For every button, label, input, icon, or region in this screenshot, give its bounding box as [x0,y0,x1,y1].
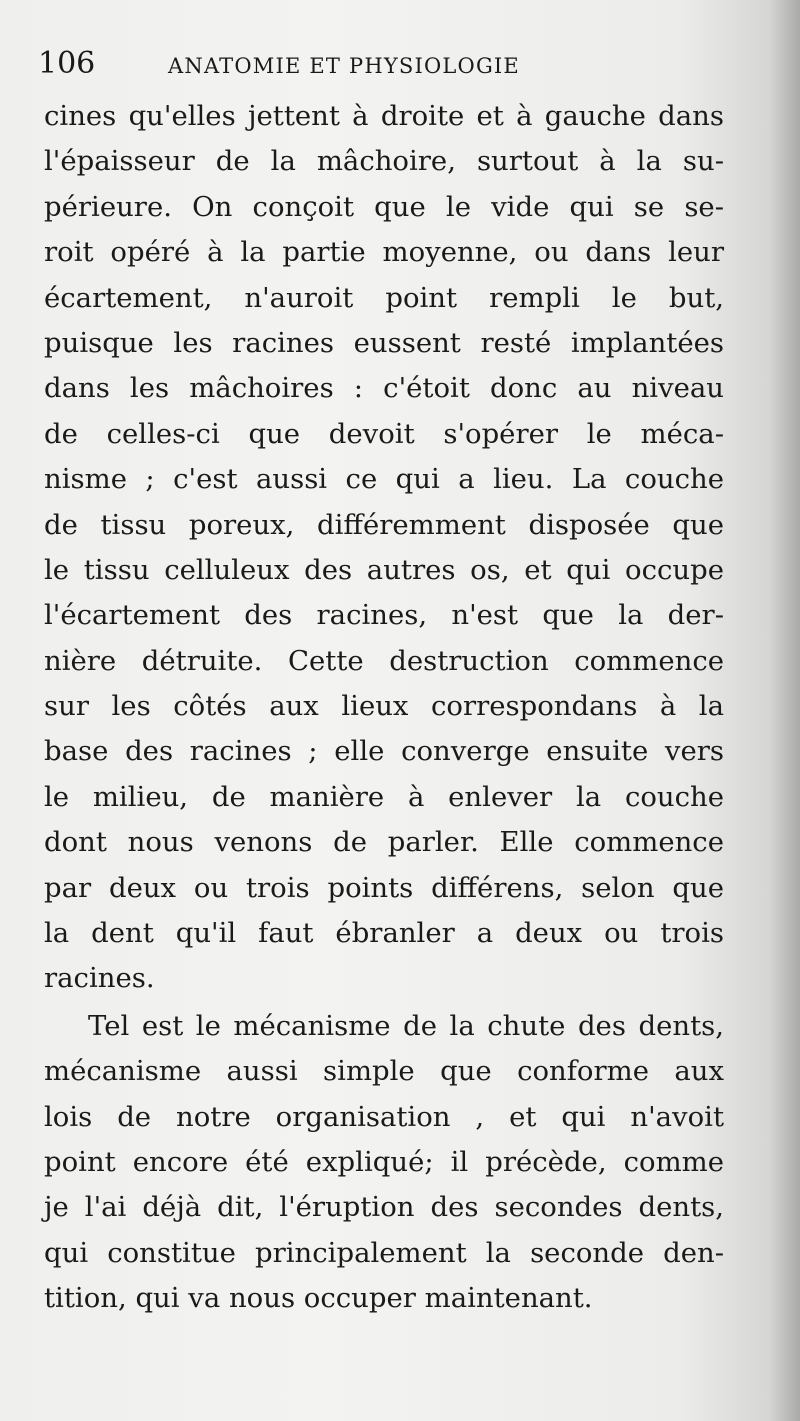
text-line: par deux ou trois points différens, selon que [44,871,724,904]
page-edge-shadow [770,0,800,1421]
text-line: roit opéré à la partie moyenne, ou dans leur [44,236,724,269]
text-line: point encore été expliqué; il précède, comme [44,1145,724,1178]
page-number: 106 [38,46,96,81]
text-line: racines. [44,962,155,995]
text-line: de tissu poreux, différemment disposée que [44,508,724,541]
text-line: de celles-ci que devoit s'opérer le méca- [44,417,724,450]
text-line: sur les côtés aux lieux correspondans à la [44,690,724,723]
text-line: nière détruite. Cette destruction commence [44,644,724,677]
text-line: dans les mâchoires : c'étoit donc au niveau [44,372,724,405]
text-line: tition, qui va nous occuper maintenant. [44,1282,593,1315]
text-line: le tissu celluleux des autres os, et qui occupe [44,553,724,586]
page-header [38,44,598,84]
text-line: qui constitue principalement la seconde den- [44,1236,724,1269]
body-text [44,94,724,1322]
text-line: écartement, n'auroit point rempli le but, [44,281,724,314]
text-line: la dent qu'il faut ébranler a deux ou trois [44,917,724,950]
text-line: l'écartement des racines, n'est que la der- [44,599,724,632]
text-line: puisque les racines eussent resté implantées [44,326,724,359]
text-line: dont nous venons de parler. Elle commence [44,826,724,859]
text-line: lois de notre organisation , et qui n'avoit [44,1100,724,1133]
text-line: périeure. On conçoit que le vide qui se se- [44,190,724,223]
text-line: l'épaisseur de la mâchoire, surtout à la su- [44,145,724,178]
text-line: mécanisme aussi simple que conforme aux [44,1055,724,1088]
text-line: le milieu, de manière à enlever la couche [44,780,724,813]
text-line: cines qu'elles jettent à droite et à gauche dans [44,100,724,132]
text-line: nisme ; c'est aussi ce qui a lieu. La couche [44,463,724,496]
running-head: ANATOMIE ET PHYSIOLOGIE [168,54,520,78]
text-line: Tel est le mécanisme de la chute des dents, [88,1009,724,1042]
text-line: base des racines ; elle converge ensuite vers [44,735,724,768]
text-line: je l'ai déjà dit, l'éruption des secondes dents, [44,1191,724,1224]
